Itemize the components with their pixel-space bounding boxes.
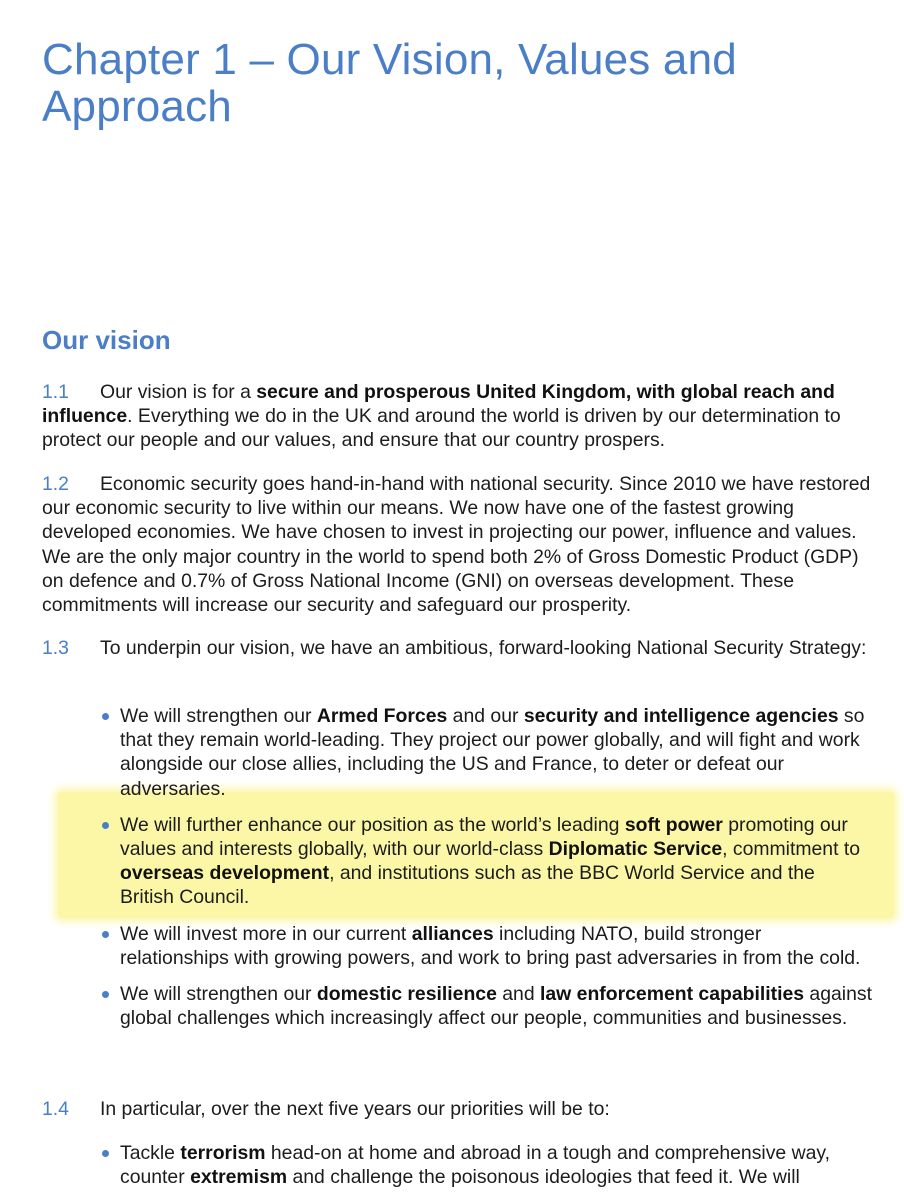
paragraph-1-1: 1.1 Our vision is for a secure and prosperous United Kingdom, with global reach and influence. Everything we do in the UK and around the world is driven by our determination to protect our people and our values, and ensure that our country prospers. [42, 381, 841, 452]
paragraph-number: 1.3 [42, 637, 69, 659]
paragraph-number: 1.2 [42, 473, 69, 495]
list-item: Tackle terrorism head-on at home and abroad in a tough and comprehensive way, counter extremism and challenge the poisonous ideologies that feed it. We will [100, 1141, 874, 1189]
list-item: We will strengthen our domestic resilience and law enforcement capabilities against global challenges which increasingly affect our people, communities and businesses. [100, 982, 874, 1030]
chapter-title: Chapter 1 – Our Vision, Values and Approach [42, 35, 737, 131]
paragraph-1-4: 1.4 In particular, over the next five years our priorities will be to: [42, 1098, 610, 1120]
section-heading: Our vision [42, 325, 171, 355]
bullet-list-1-3 [100, 704, 874, 1030]
paragraph-number: 1.4 [42, 1098, 69, 1120]
list-item: We will invest more in our current alliances including NATO, build stronger relationships with growing powers, and work to bring past adversaries in from the cold. [100, 922, 874, 970]
list-item: We will strengthen our Armed Forces and our security and intelligence agencies so that they remain world-leading. They project our power globally, and will fight and work alongside our close allies, including the US and France, to deter or defeat our adversaries. [100, 704, 874, 801]
paragraph-1-2: 1.2 Economic security goes hand-in-hand with national security. Since 2010 we have restored our economic security to live within our means. We now have one of the fastest growing developed economies. We have chosen to invest in projecting our power, influence and values. We are the only major country in the world to spend both 2% of Gross Domestic Product (GDP) on defence and 0.7% of Gross National Income (GNI) on overseas development. These commitments will increase our security and safeguard our prosperity. [42, 473, 871, 617]
list-item-highlighted: We will further enhance our position as the world’s leading soft power promoting our values and interests globally, with our world-class Diplomatic Service, commitment to overseas development, and institutions such as the BBC World Service and the British Council. [100, 813, 874, 910]
paragraph-number: 1.1 [42, 381, 69, 403]
paragraph-1-3: 1.3 To underpin our vision, we have an ambitious, forward-looking National Security Strategy: [42, 637, 867, 659]
bullet-list-1-4 [100, 1141, 874, 1189]
